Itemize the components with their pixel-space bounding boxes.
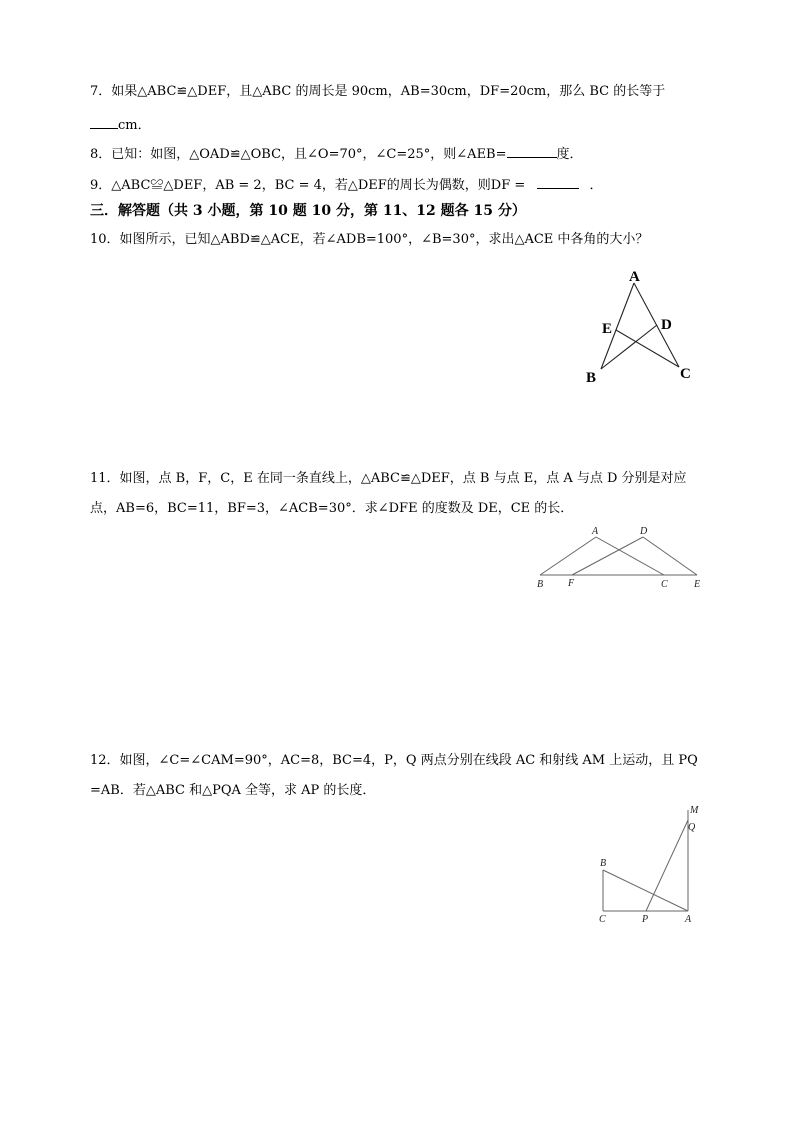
section-3-heading: 三．解答题（共 3 小题，第 10 题 10 分，第 11、12 题各 15 分） xyxy=(90,203,526,219)
question-7-line-1 xyxy=(90,83,665,101)
label-A: A xyxy=(685,914,692,925)
question-12-line-2: =AB．若△ABC 和△PQA 全等，求 AP 的长度． xyxy=(90,783,376,798)
label-C: C xyxy=(599,914,606,925)
label-E: E xyxy=(694,579,701,590)
question-8 xyxy=(90,145,583,164)
answer-blank-8[interactable] xyxy=(507,145,557,158)
answer-blank-7[interactable] xyxy=(90,116,118,129)
question-9-text: 9．△ABC≌△DEF，AB = 2，BC = 4，若△DEF的周长为偶数，则DF = xyxy=(90,178,526,193)
question-8-text: 8．已知：如图，△OAD≌△OBC，且∠O=70°，∠C=25°，则∠AEB= xyxy=(90,147,507,162)
label-P: P xyxy=(642,914,649,925)
answer-blank-9[interactable] xyxy=(537,176,579,189)
question-9-suffix: ． xyxy=(589,178,603,193)
question-8-suffix: 度． xyxy=(556,147,583,162)
label-B: B xyxy=(600,858,607,869)
label-B: B xyxy=(537,579,544,590)
question-12-line-1: 12．如图，∠C=∠CAM=90°，AC=8，BC=4，P，Q 两点分别在线段 AC 和射线 AM 上运动，且 PQ xyxy=(90,753,698,768)
segment-ac xyxy=(596,537,664,575)
figure-q11 xyxy=(530,520,710,595)
label-B: B xyxy=(586,370,597,386)
label-E: E xyxy=(602,321,613,337)
question-9 xyxy=(90,176,603,195)
question-7-unit: cm． xyxy=(118,118,151,133)
segment-fd xyxy=(572,537,643,575)
segment-pq xyxy=(646,820,688,911)
question-10: 10．如图所示，已知△ABD≌△ACE，若∠ADB=100°，∠B=30°，求出△ACE 中各角的大小？ xyxy=(90,232,649,247)
label-M: M xyxy=(690,805,699,816)
question-11-line-2: 点，AB=6，BC=11，BF=3，∠ACB=30°．求∠DFE 的度数及 DE，CE 的长． xyxy=(90,501,574,516)
figure-q10 xyxy=(580,262,700,392)
label-A: A xyxy=(629,269,640,285)
label-Q: Q xyxy=(688,822,696,833)
label-D: D xyxy=(661,317,672,333)
question-11-line-1: 11．如图，点 B，F，C，E 在同一条直线上，△ABC≌△DEF，点 B 与点 E，点 A 与点 D 分别是对应 xyxy=(90,471,687,486)
label-D: D xyxy=(640,526,648,537)
label-F: F xyxy=(568,578,575,589)
label-A: A xyxy=(592,526,599,537)
label-C: C xyxy=(680,366,691,382)
segment-ab xyxy=(540,537,596,575)
question-7-line-2 xyxy=(90,116,151,135)
segment-de xyxy=(643,537,697,575)
segment-ba xyxy=(603,870,688,911)
question-7-text: 7．如果△ABC≌△DEF，且△ABC 的周长是 90cm，AB=30cm，DF=20cm，那么 BC 的长等于 xyxy=(90,84,666,99)
figure-q12 xyxy=(590,800,710,930)
label-C: C xyxy=(661,579,668,590)
